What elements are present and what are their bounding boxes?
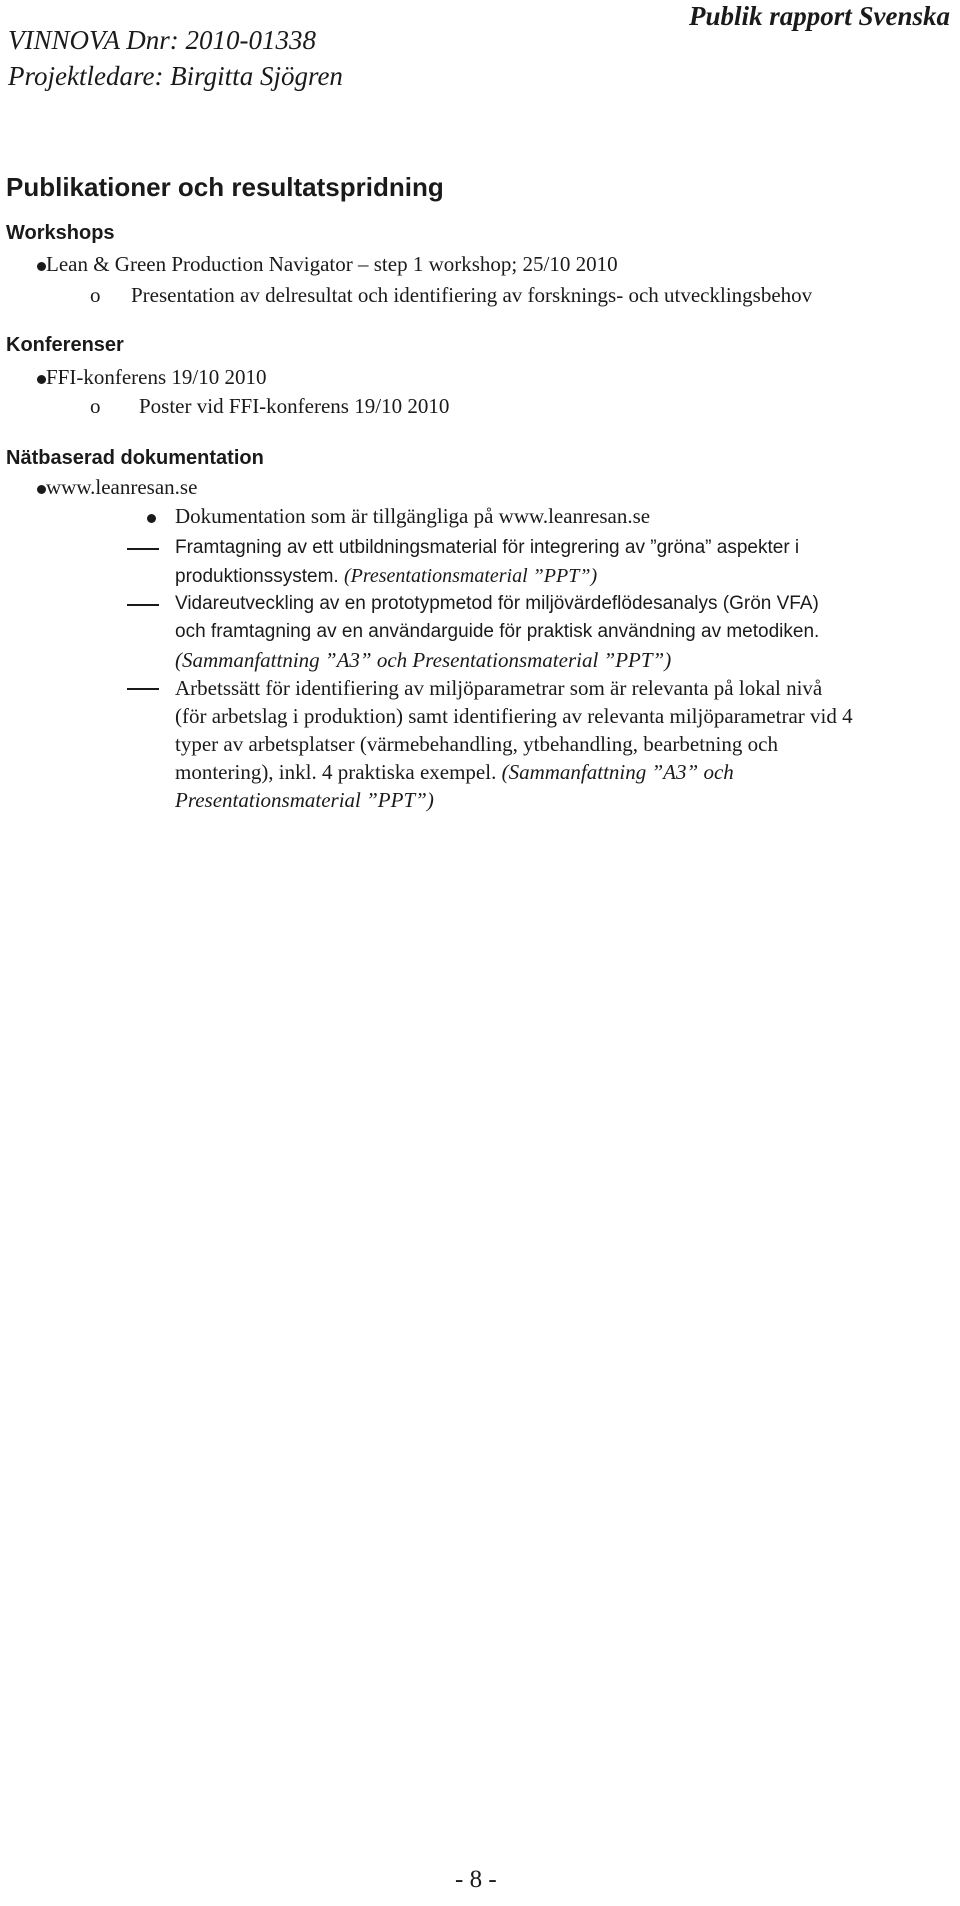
doc-item-2-line2: och framtagning av en användarguide för praktisk användning av metodiken. (175, 621, 820, 642)
dash-bullet-icon (127, 688, 159, 690)
circle-bullet-icon: o (90, 283, 101, 307)
doc-item-1-line1: Framtagning av ett utbildningsmaterial för integrering av ”gröna” aspekter i (175, 537, 800, 558)
konferenser-item: FFI-konferens 19/10 2010 (46, 365, 267, 389)
doc-item-3-line3: typer av arbetsplatser (värmebehandling, ytbehandling, bearbetning och (175, 732, 778, 756)
dash-bullet-icon (127, 604, 159, 606)
bullet-icon (37, 262, 46, 271)
website-link[interactable]: www.leanresan.se (46, 475, 198, 499)
header-left (8, 22, 343, 94)
workshops-item: Lean & Green Production Navigator – step 1 workshop; 25/10 2010 (46, 252, 618, 276)
doc-item-3-line4 (175, 758, 734, 786)
konferenser-subitem: Poster vid FFI-konferens 19/10 2010 (139, 394, 450, 418)
konferenser-heading: Konferenser (6, 334, 124, 356)
header-report-type: Publik rapport Svenska (688, 1, 950, 31)
workshops-heading: Workshops (6, 222, 115, 244)
natbaserad-heading: Nätbaserad dokumentation (6, 447, 264, 469)
header-dnr: VINNOVA Dnr: 2010-01338 (8, 25, 316, 55)
documentation-item: Dokumentation som är tillgängliga på www.leanresan.se (175, 504, 651, 528)
doc-item-2-material: (Sammanfattning ”A3” och Presentationsmaterial ”PPT”) (175, 648, 672, 672)
doc-item-1-text: produktionssystem. (175, 566, 339, 587)
doc-item-3-text: montering), inkl. 4 praktiska exempel. (175, 760, 497, 784)
doc-item-1-material: (Presentationsmaterial ”PPT”) (343, 565, 598, 587)
doc-item-3-line1: Arbetssätt för identifiering av miljöparametrar som är relevanta på lokal nivå (175, 676, 823, 700)
workshops-subitem: Presentation av delresultat och identifiering av forsknings- och utvecklingsbehov (131, 283, 813, 307)
doc-item-2-line1: Vidareutveckling av en prototypmetod för miljövärdeflödesanalys (Grön VFA) (175, 593, 819, 614)
doc-item-3-material-cont: Presentationsmaterial ”PPT”) (175, 788, 434, 812)
bullet-icon (147, 514, 156, 523)
dash-bullet-icon (127, 548, 159, 550)
page-number: - 8 - (455, 1866, 497, 1893)
circle-bullet-icon: o (90, 394, 101, 418)
doc-item-3-line2: (för arbetslag i produktion) samt identifiering av relevanta miljöparametrar vid 4 (175, 704, 853, 728)
header-project-leader: Projektledare: Birgitta Sjögren (8, 61, 343, 91)
doc-item-1-line2 (175, 562, 597, 591)
page-title: Publikationer och resultatspridning (6, 172, 444, 202)
bullet-icon (37, 375, 46, 384)
doc-item-3-material: (Sammanfattning ”A3” och (501, 760, 734, 784)
bullet-icon (37, 485, 46, 494)
